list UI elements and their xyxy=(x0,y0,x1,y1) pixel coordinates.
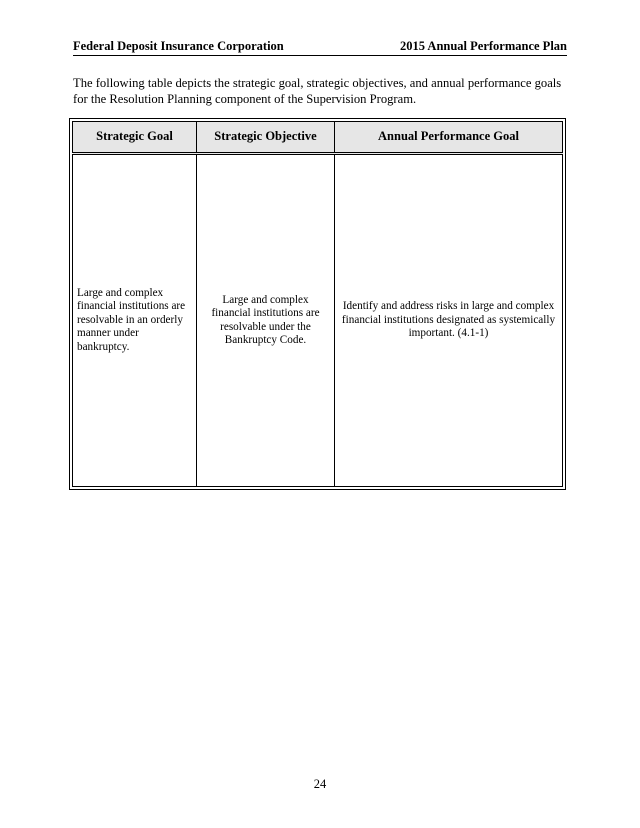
goals-table xyxy=(72,121,563,487)
cell-annual-performance-goal: Identify and address risks in large and complex financial institutions designated as systemically important. (4.1-1) xyxy=(335,154,563,487)
header-strategic-goal: Strategic Goal xyxy=(73,122,197,154)
goals-table-frame xyxy=(69,118,566,490)
page-number: 24 xyxy=(313,777,327,791)
page-header xyxy=(73,39,567,56)
table-row xyxy=(73,154,563,487)
cell-strategic-goal: Large and complex financial institutions are resolvable in an orderly manner under bankruptcy. xyxy=(73,154,197,487)
header-strategic-objective: Strategic Objective xyxy=(197,122,335,154)
header-document-title: 2015 Annual Performance Plan xyxy=(399,39,567,53)
header-annual-performance-goal: Annual Performance Goal xyxy=(335,122,563,154)
intro-paragraph: The following table depicts the strategic goal, strategic objectives, and annual performance goals for the Resolution Planning component of the Supervision Program. xyxy=(73,76,562,106)
cell-strategic-objective: Large and complex financial institutions are resolvable under the Bankruptcy Code. xyxy=(197,154,335,487)
header-organization: Federal Deposit Insurance Corporation xyxy=(73,39,284,53)
table-header-row xyxy=(73,122,563,154)
